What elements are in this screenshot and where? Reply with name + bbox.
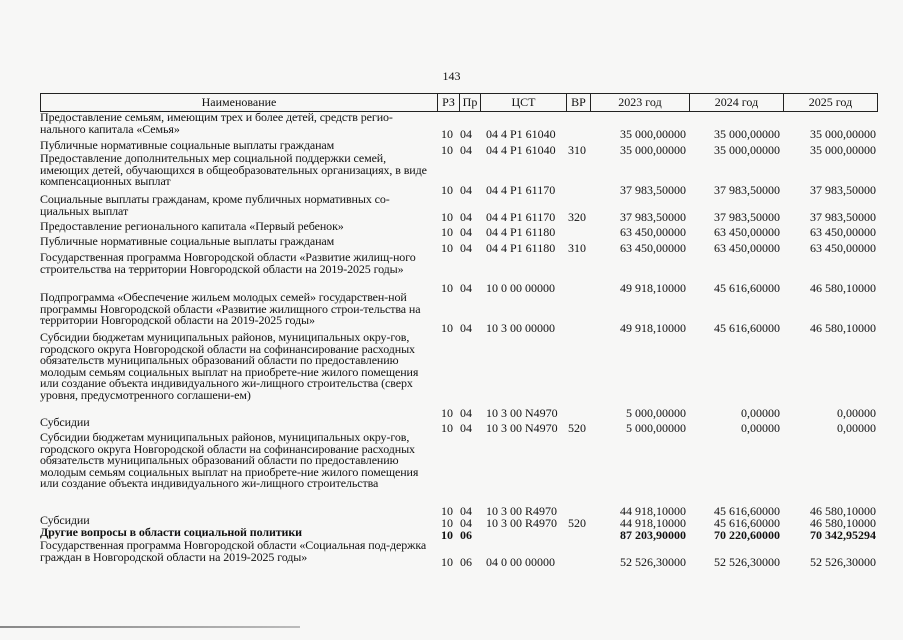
- row-y2023: 35 000,00000: [620, 143, 686, 157]
- row-y2024: 37 983,50000: [714, 210, 780, 224]
- row-y2025: 0,00000: [837, 421, 876, 435]
- row-y2025: 46 580,10000: [810, 281, 876, 295]
- row-y2025: 0,00000: [837, 406, 876, 420]
- table-body: [0, 112, 903, 582]
- row-pr: 04: [460, 225, 472, 239]
- page-bottom-edge: [0, 626, 300, 628]
- row-y2023: 49 918,10000: [620, 321, 686, 335]
- row-pr: 06: [460, 555, 472, 569]
- row-name: Субсидии бюджетам муниципальных районов, муниципальных окру-гов, городского округа Новгородской области на софинансирование расходных обязательств муниципальных образований области по предоставлению молодым семьям социальных выплат на приобрете-ние жилого помещения или создание объекта индивидуального жи-лищного строительства (сверх уровня, предусмотренного соглашени-ем): [40, 330, 419, 402]
- page-number: 143: [442, 69, 461, 83]
- row-name: Предоставление регионального капитала «Первый ребенок»: [40, 219, 344, 233]
- header-vr: ВР: [566, 94, 590, 111]
- row-vr: 520: [568, 516, 586, 530]
- row-rz: 10: [441, 143, 453, 157]
- row-rz: 10: [441, 421, 453, 435]
- row-y2023: 44 918,10000: [620, 516, 686, 530]
- row-y2024: 0,00000: [741, 421, 780, 435]
- row-y2024: 70 220,60000: [714, 528, 780, 542]
- row-y2024: 45 616,60000: [714, 321, 780, 335]
- row-pr: 04: [460, 406, 472, 420]
- row-y2023: 5 000,00000: [626, 406, 686, 420]
- row-y2024: 0,00000: [741, 406, 780, 420]
- row-y2025: 37 983,50000: [810, 183, 876, 197]
- row-pr: 04: [460, 516, 472, 530]
- row-rz: 10: [441, 504, 453, 518]
- row-y2023: 49 918,10000: [620, 281, 686, 295]
- row-y2023: 44 918,10000: [620, 504, 686, 518]
- row-pr: 04: [460, 281, 472, 295]
- row-rz: 10: [441, 241, 453, 255]
- row-cst: 10 3 00 R4970: [486, 516, 558, 530]
- row-vr: 310: [568, 241, 586, 255]
- row-cst: 04 0 00 00000: [486, 555, 555, 569]
- row-rz: 10: [441, 555, 453, 569]
- row-y2025: 63 450,00000: [810, 225, 876, 239]
- row-vr: 310: [568, 143, 586, 157]
- row-y2025: 63 450,00000: [810, 241, 876, 255]
- row-y2024: 63 450,00000: [714, 241, 780, 255]
- row-rz: 10: [441, 516, 453, 530]
- row-name: Государственная программа Новгородской области «Социальная под-держка граждан в Новгородской области на 2019-2025 годы»: [40, 538, 427, 564]
- row-y2025: 46 580,10000: [810, 321, 876, 335]
- row-cst: 10 3 00 N4970: [486, 406, 558, 420]
- row-y2024: 45 616,60000: [714, 504, 780, 518]
- row-y2024: 37 983,50000: [714, 183, 780, 197]
- row-y2023: 87 203,90000: [620, 528, 686, 542]
- row-cst: 10 3 00 R4970: [486, 504, 558, 518]
- row-name: Подпрограмма «Обеспечение жильем молодых семей» государствен-ной программы Новгородской области «Развитие жилищного строи-тельства на территории Новгородской области на 2019-2025 годы»: [40, 290, 421, 328]
- row-pr: 04: [460, 241, 472, 255]
- row-y2024: 63 450,00000: [714, 225, 780, 239]
- row-name: Субсидии: [40, 513, 90, 527]
- row-rz: 10: [441, 127, 453, 141]
- row-cst: 10 3 00 N4970: [486, 421, 558, 435]
- row-name: Публичные нормативные социальные выплаты гражданам: [40, 138, 335, 152]
- row-cst: 04 4 P1 61180: [486, 225, 556, 239]
- row-cst: 04 4 P1 61040: [486, 127, 556, 141]
- row-y2023: 37 983,50000: [620, 183, 686, 197]
- row-y2024: 52 526,30000: [714, 555, 780, 569]
- row-pr: 04: [460, 321, 472, 335]
- row-name: Предоставление дополнительных мер социальной поддержки семей, имеющих детей, обучающихся в общеобразовательных организациях, в виде компенсационных выплат: [40, 151, 427, 189]
- row-y2023: 35 000,00000: [620, 127, 686, 141]
- row-pr: 06: [460, 528, 472, 542]
- row-rz: 10: [441, 210, 453, 224]
- row-pr: 04: [460, 143, 472, 157]
- row-rz: 10: [441, 281, 453, 295]
- header-rz: РЗ: [437, 94, 459, 111]
- row-y2025: 35 000,00000: [810, 127, 876, 141]
- row-rz: 10: [441, 406, 453, 420]
- row-y2023: 37 983,50000: [620, 210, 686, 224]
- row-rz: 10: [441, 225, 453, 239]
- row-y2023: 52 526,30000: [620, 555, 686, 569]
- row-cst: 04 4 P1 61180: [486, 241, 556, 255]
- row-y2025: 37 983,50000: [810, 210, 876, 224]
- header-cst: ЦСТ: [480, 94, 566, 111]
- row-y2024: 35 000,00000: [714, 143, 780, 157]
- header-2024: 2024 год: [689, 94, 783, 111]
- row-pr: 04: [460, 183, 472, 197]
- row-name: Субсидии: [40, 415, 90, 429]
- row-pr: 04: [460, 210, 472, 224]
- row-name: Публичные нормативные социальные выплаты гражданам: [40, 234, 335, 248]
- row-cst: 10 3 00 00000: [486, 321, 555, 335]
- row-y2023: 5 000,00000: [626, 421, 686, 435]
- row-y2025: 46 580,10000: [810, 516, 876, 530]
- row-cst: 10 0 00 00000: [486, 281, 555, 295]
- row-pr: 04: [460, 127, 472, 141]
- row-y2025: 52 526,30000: [810, 555, 876, 569]
- header-2023: 2023 год: [590, 94, 689, 111]
- row-y2025: 35 000,00000: [810, 143, 876, 157]
- header-2025: 2025 год: [783, 94, 878, 111]
- row-name: Предоставление семьям, имеющим трех и более детей, средств регио-нального капитала «Семья»: [40, 110, 393, 136]
- row-vr: 520: [568, 421, 586, 435]
- row-y2024: 35 000,00000: [714, 127, 780, 141]
- row-y2023: 63 450,00000: [620, 225, 686, 239]
- row-y2024: 45 616,60000: [714, 516, 780, 530]
- row-y2025: 46 580,10000: [810, 504, 876, 518]
- row-y2024: 45 616,60000: [714, 281, 780, 295]
- row-name: Другие вопросы в области социальной политики: [40, 525, 302, 539]
- row-y2025: 70 342,95294: [810, 528, 876, 542]
- row-cst: 04 4 P1 61040: [486, 143, 556, 157]
- row-rz: 10: [441, 321, 453, 335]
- row-name: Государственная программа Новгородской области «Развитие жилищ-ного строительства на территории Новгородской области на 2019-2025 годы»: [40, 250, 416, 276]
- row-cst: 04 4 P1 61170: [486, 210, 556, 224]
- row-rz: 10: [441, 183, 453, 197]
- row-y2023: 63 450,00000: [620, 241, 686, 255]
- row-pr: 04: [460, 504, 472, 518]
- header-pr: Пр: [459, 94, 480, 111]
- row-pr: 04: [460, 421, 472, 435]
- row-name: Субсидии бюджетам муниципальных районов, муниципальных окру-гов, городского округа Новгородской области на софинансирование расходных обязательств муниципальных образований области по предоставлению молодым семьям социальных выплат на приобрете-ние жилого помещения или создание объекта индивидуального жи-лищного строительства: [40, 430, 419, 491]
- row-name: Социальные выплаты гражданам, кроме публичных нормативных со-циальных выплат: [40, 192, 390, 218]
- row-rz: 10: [441, 528, 453, 542]
- row-vr: 320: [568, 210, 586, 224]
- row-cst: 04 4 P1 61170: [486, 183, 556, 197]
- header-name: Наименование: [40, 94, 437, 111]
